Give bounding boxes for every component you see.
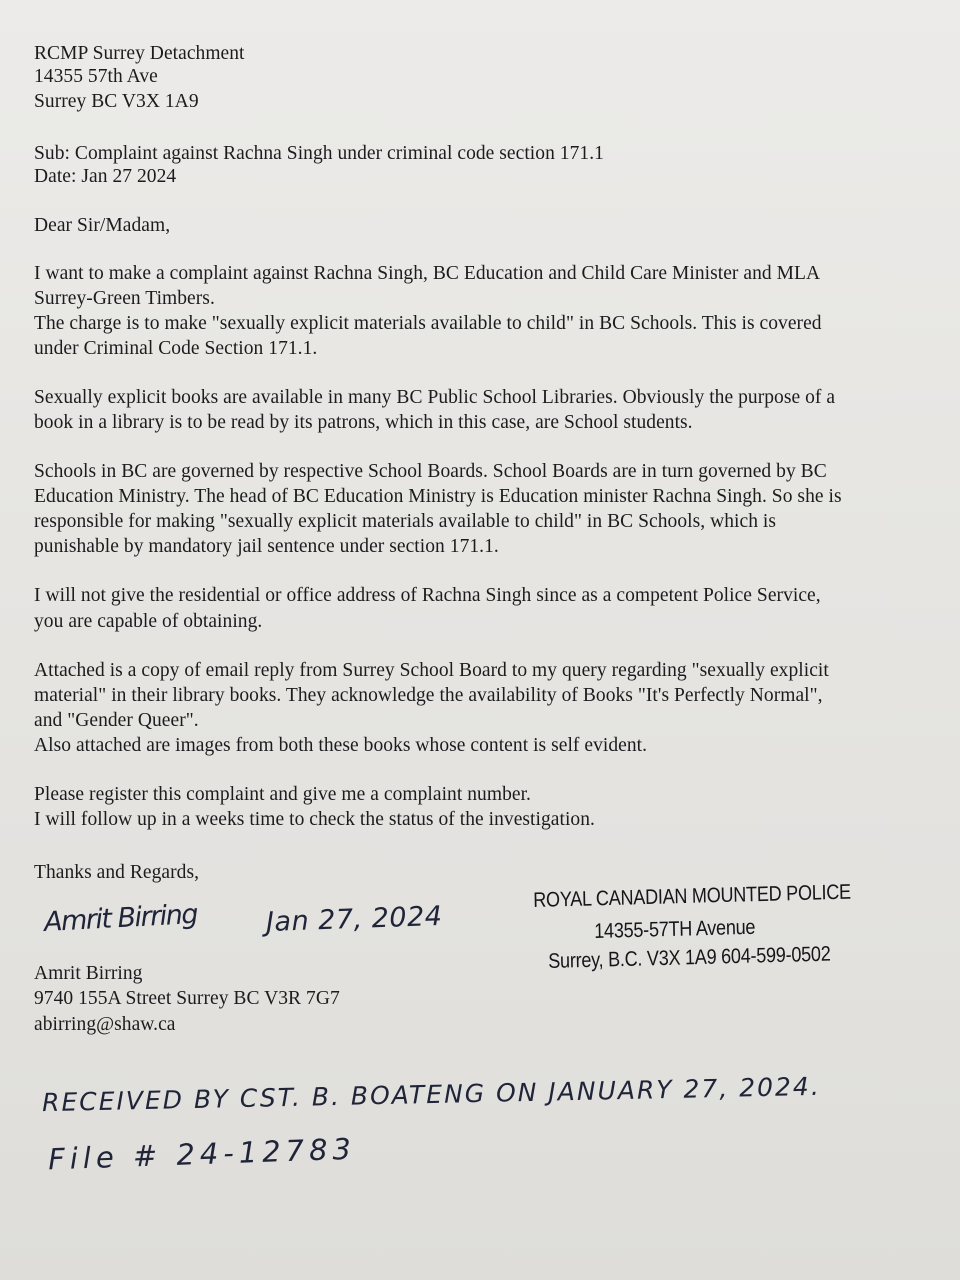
body-line: material" in their library books. They acknowledge the availability of Books "It's Perfectly Normal", <box>34 685 823 706</box>
body-line: Schools in BC are governed by respective School Boards. School Boards are in turn governed by BC <box>34 461 827 482</box>
body-line: Please register this complaint and give me a complaint number. <box>34 784 531 805</box>
body-line: you are capable of obtaining. <box>34 611 263 632</box>
handwritten-signature: Amrit Birring <box>43 899 198 938</box>
sender-address: 9740 155A Street Surrey BC V3R 7G7 <box>34 988 340 1009</box>
body-line: Surrey-Green Timbers. <box>34 288 215 309</box>
file-number: File # 24-12783 <box>47 1131 357 1177</box>
body-line: and "Gender Queer". <box>34 710 199 731</box>
body-line: Sexually explicit books are available in many BC Public School Libraries. Obviously the purpose of a <box>34 387 836 408</box>
rcmp-stamp-line-1: ROYAL CANADIAN MOUNTED POLICE <box>533 880 852 912</box>
salutation: Dear Sir/Madam, <box>34 215 171 236</box>
body-line: I want to make a complaint against Rachna Singh, BC Education and Child Care Minister and MLA <box>34 263 821 284</box>
sender-email: abirring@shaw.ca <box>34 1014 176 1035</box>
handwritten-date: Jan 27, 2024 <box>265 900 443 939</box>
body-line: book in a library is to be read by its patrons, which in this case, are School students. <box>34 412 693 433</box>
recipient-name: RCMP Surrey Detachment <box>34 43 245 64</box>
body-line: Also attached are images from both these books whose content is self evident. <box>34 735 648 756</box>
body-line: Education Ministry. The head of BC Education Ministry is Education minister Rachna Singh. So she is <box>34 486 842 507</box>
date-line: Date: Jan 27 2024 <box>34 166 177 187</box>
subject-line: Sub: Complaint against Rachna Singh under criminal code section 171.1 <box>34 143 604 164</box>
recipient-street: 14355 57th Ave <box>34 66 158 87</box>
body-line: The charge is to make "sexually explicit materials available to child" in BC Schools. This is covered <box>34 313 822 334</box>
body-line: I will not give the residential or office address of Rachna Singh since as a competent Police Service, <box>34 585 821 606</box>
body-line: Attached is a copy of email reply from Surrey School Board to my query regarding "sexually explicit <box>34 660 829 681</box>
sender-name: Amrit Birring <box>34 963 143 984</box>
closing: Thanks and Regards, <box>34 862 200 883</box>
body-line: punishable by mandatory jail sentence under section 171.1. <box>34 536 499 557</box>
body-line: I will follow up in a weeks time to check the status of the investigation. <box>34 809 595 830</box>
rcmp-stamp-line-2: 14355-57TH Avenue <box>594 915 756 943</box>
recipient-city: Surrey BC V3X 1A9 <box>34 91 199 112</box>
received-note: RECEIVED BY CST. B. BOATENG ON JANUARY 27, 2024. <box>41 1071 822 1118</box>
body-line: under Criminal Code Section 171.1. <box>34 338 318 359</box>
rcmp-stamp-line-3: Surrey, B.C. V3X 1A9 604-599-0502 <box>548 942 831 973</box>
body-line: responsible for making "sexually explicit materials available to child" in BC Schools, which is <box>34 511 777 532</box>
